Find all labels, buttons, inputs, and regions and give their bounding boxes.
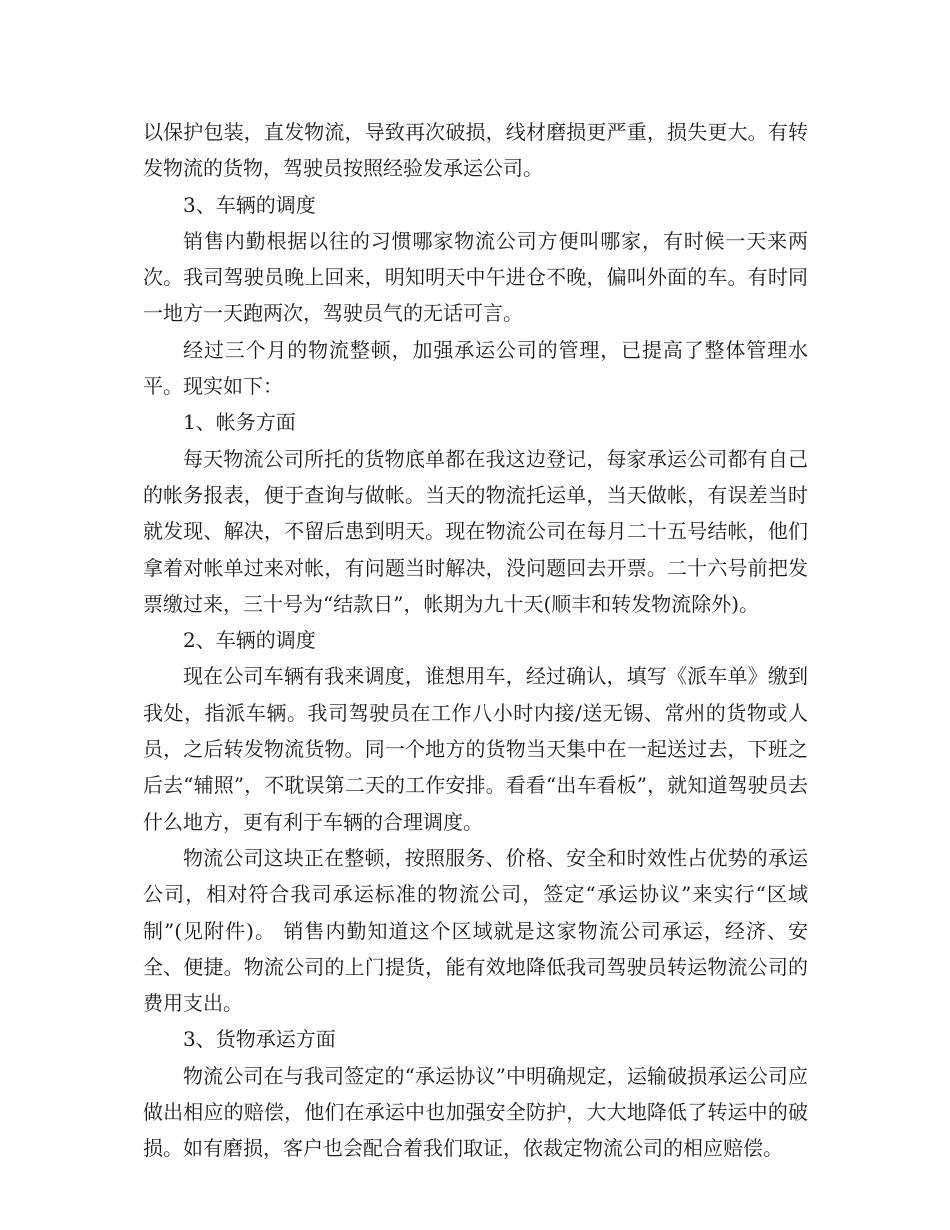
section-heading-vehicle-dispatch: 2、车辆的调度 [183, 628, 316, 653]
document-body [143, 114, 808, 1167]
paragraph-dispatch-problem: 销售内勤根据以往的习惯哪家物流公司方便叫哪家，有时候一天来两次。我司驾驶员晚上回来，明知明天中午进仓不晚，偏叫外面的车。有时同一地方一天跑两次，驾驶员气的无话可言。 [143, 228, 808, 326]
section-heading-cargo-carriage: 3、货物承运方面 [183, 1027, 336, 1052]
paragraph-rectification-summary: 经过三个月的物流整顿，加强承运公司的管理，已提高了整体管理水平。现实如下： [143, 337, 808, 399]
section-heading-accounts: 1、帐务方面 [183, 410, 296, 435]
paragraph-cargo-carriage: 物流公司在与我司签定的“承运协议”中明确规定，运输破损承运公司应做出相应的赔偿，他们在承运中也加强安全防护，大大地降低了转运中的破损。如有磨损，客户也会配合着我们取证，依裁定物流公司的相应赔偿。 [143, 1063, 808, 1161]
paragraph-accounts: 每天物流公司所托的货物底单都在我这边登记，每家承运公司都有自己的帐务报表，便于查询与做帐。当天的物流托运单，当天做帐，有误差当时就发现、解决，不留后患到明天。现在物流公司在每月二十五号结帐，他们拿着对帐单过来对帐，有问题当时解决，没问题回去开票。二十六号前把发票缴过来，三十号为“结款日”，帐期为九十天(顺丰和转发物流除外)。 [143, 446, 808, 616]
paragraph-continuation: 以保护包装，直发物流，导致再次破损，线材磨损更严重，损失更大。有转发物流的货物，驾驶员按照经验发承运公司。 [143, 120, 808, 181]
paragraph-logistics-region: 物流公司这块正在整顿，按照服务、价格、安全和时效性占优势的承运公司，相对符合我司承运标准的物流公司，签定“承运协议”来实行“区域制”(见附件)。 销售内勤知道这个区域就是这家物流公司承运，经济、安全、便捷。物流公司的上门提货，能有效地降低我司驾驶员转运物流公司的费用支出。 [143, 845, 808, 1016]
paragraph-vehicle-dispatch: 现在公司车辆有我来调度，谁想用车，经过确认，填写《派车单》缴到我处，指派车辆。我司驾驶员在工作八小时内接/送无锡、常州的货物或人员，之后转发物流货物。同一个地方的货物当天集中在一起送过去，下班之后去“辅照”，不耽误第二天的工作安排。看看“出车看板”，就知道驾驶员去什么地方，更有利于车辆的合理调度。 [143, 664, 808, 834]
section-heading-vehicle-dispatch-before: 3、车辆的调度 [183, 192, 316, 217]
